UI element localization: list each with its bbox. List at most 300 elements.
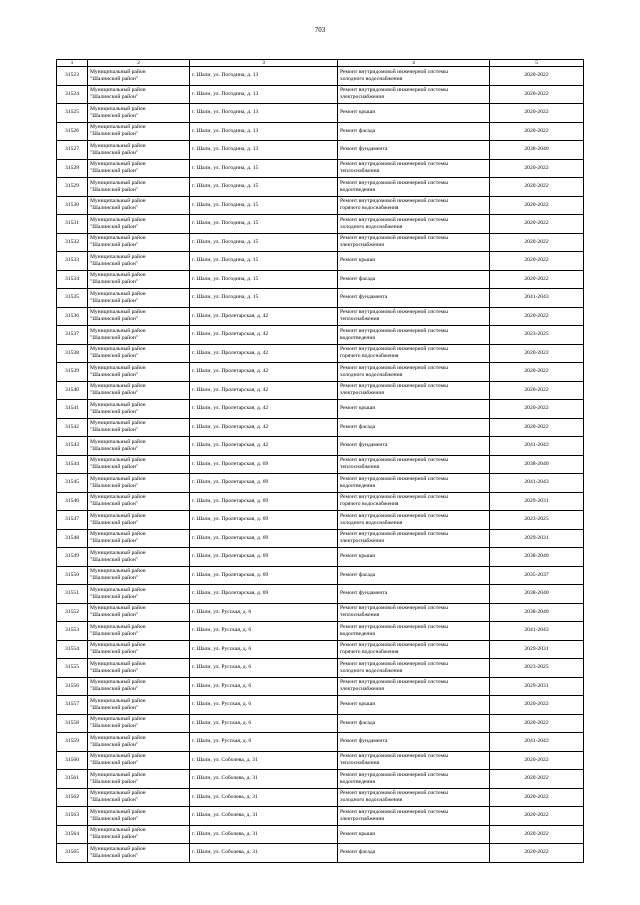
work-type-cell — [338, 215, 490, 234]
work-type-cell — [338, 807, 490, 826]
work-type-line-1: Ремонт внутридомовой инженерной системы — [340, 494, 448, 501]
table-row — [57, 455, 584, 474]
work-type-line-1: Ремонт внутридомовой инженерной системы — [340, 216, 448, 223]
row-number-cell: 31542 — [57, 418, 88, 437]
row-number-cell: 31560 — [57, 751, 88, 770]
work-type-cell — [338, 825, 490, 844]
row-number-cell: 31539 — [57, 363, 88, 382]
work-type-cell — [338, 844, 490, 863]
address-cell: г. Шали, ул. Пролетарская, д. 69 — [190, 511, 338, 530]
work-type-cell — [338, 622, 490, 641]
municipality-line-1: Муниципальный район — [90, 290, 146, 297]
municipality-line-1: Муниципальный район — [90, 642, 146, 649]
work-type-line-2: холодного водоснабжения — [340, 371, 403, 378]
address-cell: г. Шали, ул. Соболева, д. 31 — [190, 751, 338, 770]
table-row — [57, 289, 584, 308]
table-row — [57, 418, 584, 437]
row-number-cell: 31554 — [57, 640, 88, 659]
row-number-cell: 31551 — [57, 585, 88, 604]
work-type-line-2: теплоснабжения — [340, 316, 380, 323]
work-type-cell — [338, 122, 490, 141]
work-type-line-1: Ремонт внутридомовой инженерной системы — [340, 87, 448, 94]
row-number-cell: 31561 — [57, 770, 88, 789]
period-cell: 2020-2022 — [490, 307, 584, 326]
work-type-cell — [338, 696, 490, 715]
work-type-line-2: горячего водоснабжения — [340, 649, 399, 656]
municipality-line-1: Муниципальный район — [90, 346, 146, 353]
work-type-line-1: Ремонт внутридомовой инженерной системы — [340, 642, 448, 649]
row-number-cell: 31546 — [57, 492, 88, 511]
municipality-line-2: "Шалинский район" — [90, 538, 139, 545]
municipality-line-1: Муниципальный район — [90, 716, 146, 723]
period-cell: 2038-2040 — [490, 585, 584, 604]
row-number-cell: 31535 — [57, 289, 88, 308]
work-type-cell — [338, 566, 490, 585]
municipality-line-1: Муниципальный район — [90, 586, 146, 593]
municipality-line-2: "Шалинский район" — [90, 445, 139, 452]
municipality-line-1: Муниципальный район — [90, 605, 146, 612]
work-type-cell — [338, 733, 490, 752]
table-row — [57, 677, 584, 696]
period-cell: 2020-2022 — [490, 844, 584, 863]
municipality-line-2: "Шалинский район" — [90, 464, 139, 471]
municipality-line-1: Муниципальный район — [90, 845, 146, 852]
municipality-line-2: "Шалинский район" — [90, 649, 139, 656]
work-type-cell — [338, 677, 490, 696]
period-cell: 2020-2022 — [490, 344, 584, 363]
table-row — [57, 529, 584, 548]
work-type-line-2: теплоснабжения — [340, 168, 380, 175]
municipality-line-1: Муниципальный район — [90, 808, 146, 815]
address-cell: г. Шали, ул. Соболева, д. 31 — [190, 844, 338, 863]
work-type-cell — [338, 141, 490, 160]
work-type-line-1: Ремонт внутридомовой инженерной системы — [340, 771, 448, 778]
work-type-line-1: Ремонт фасада — [340, 571, 376, 578]
table-row — [57, 233, 584, 252]
municipality-line-1: Муниципальный район — [90, 494, 146, 501]
work-type-line-2: водоотведения — [340, 778, 375, 785]
address-cell: г. Шали, ул. Соболева, д. 31 — [190, 825, 338, 844]
municipality-cell — [88, 289, 190, 308]
municipality-line-1: Муниципальный район — [90, 179, 146, 186]
work-type-cell — [338, 640, 490, 659]
row-number-cell: 31549 — [57, 548, 88, 567]
row-number-cell: 31523 — [57, 67, 88, 86]
table-row — [57, 215, 584, 234]
work-type-line-2: электроснабжения — [340, 815, 384, 822]
work-type-line-1: Ремонт внутридомовой инженерной системы — [340, 660, 448, 667]
row-number-cell: 31529 — [57, 178, 88, 197]
municipality-cell — [88, 566, 190, 585]
address-cell: г. Шали, ул. Погодина, д. 15 — [190, 159, 338, 178]
column-header-2: 2 — [88, 60, 190, 67]
row-number-cell: 31562 — [57, 788, 88, 807]
work-type-line-1: Ремонт внутридомовой инженерной системы — [340, 475, 448, 482]
table-row — [57, 807, 584, 826]
address-cell: г. Шали, ул. Русская, д. 6 — [190, 677, 338, 696]
municipality-cell — [88, 215, 190, 234]
municipality-line-1: Муниципальный район — [90, 753, 146, 760]
row-number-cell: 31530 — [57, 196, 88, 215]
work-type-line-1: Ремонт внутридомовой инженерной системы — [340, 364, 448, 371]
period-cell: 2020-2022 — [490, 825, 584, 844]
address-cell: г. Шали, ул. Пролетарская, д. 42 — [190, 418, 338, 437]
work-type-line-2: водоотведения — [340, 334, 375, 341]
row-number-cell: 31550 — [57, 566, 88, 585]
municipality-cell — [88, 474, 190, 493]
municipality-line-1: Муниципальный район — [90, 549, 146, 556]
municipality-cell — [88, 196, 190, 215]
period-cell: 2020-2022 — [490, 788, 584, 807]
municipality-line-2: "Шалинский район" — [90, 149, 139, 156]
work-type-cell — [338, 289, 490, 308]
municipality-cell — [88, 400, 190, 419]
table-row — [57, 659, 584, 678]
work-type-line-2: электроснабжения — [340, 538, 384, 545]
work-type-line-1: Ремонт крыши — [340, 405, 376, 412]
address-cell: г. Шали, ул. Пролетарская, д. 69 — [190, 492, 338, 511]
address-cell: г. Шали, ул. Погодина, д. 15 — [190, 252, 338, 271]
municipality-line-1: Муниципальный район — [90, 531, 146, 538]
work-type-cell — [338, 548, 490, 567]
municipality-cell — [88, 511, 190, 530]
work-type-cell — [338, 252, 490, 271]
period-cell: 2038-2040 — [490, 455, 584, 474]
table-row — [57, 733, 584, 752]
address-cell: г. Шали, ул. Пролетарская, д. 42 — [190, 437, 338, 456]
work-type-cell — [338, 307, 490, 326]
address-cell: г. Шали, ул. Пролетарская, д. 42 — [190, 307, 338, 326]
work-type-cell — [338, 511, 490, 530]
work-type-cell — [338, 714, 490, 733]
work-type-line-1: Ремонт внутридомовой инженерной системы — [340, 605, 448, 612]
table-row — [57, 437, 584, 456]
address-cell: г. Шали, ул. Погодина, д. 13 — [190, 141, 338, 160]
work-type-line-1: Ремонт внутридомовой инженерной системы — [340, 457, 448, 464]
column-header-5: 5 — [490, 60, 584, 67]
work-type-line-1: Ремонт фундамента — [340, 442, 388, 449]
municipality-line-2: "Шалинский район" — [90, 297, 139, 304]
row-number-cell: 31527 — [57, 141, 88, 160]
municipality-line-1: Муниципальный район — [90, 142, 146, 149]
municipality-cell — [88, 844, 190, 863]
municipality-line-2: "Шалинский район" — [90, 667, 139, 674]
table-row — [57, 381, 584, 400]
address-cell: г. Шали, ул. Погодина, д. 13 — [190, 85, 338, 104]
work-type-line-2: холодного водоснабжения — [340, 519, 403, 526]
work-type-line-1: Ремонт внутридомовой инженерной системы — [340, 68, 448, 75]
work-type-line-1: Ремонт внутридомовой инженерной системы — [340, 679, 448, 686]
address-cell: г. Шали, ул. Погодина, д. 15 — [190, 270, 338, 289]
period-cell: 2020-2022 — [490, 233, 584, 252]
address-cell: г. Шали, ул. Пролетарская, д. 69 — [190, 474, 338, 493]
municipality-line-1: Муниципальный район — [90, 68, 146, 75]
municipality-line-2: "Шалинский район" — [90, 556, 139, 563]
work-type-cell — [338, 233, 490, 252]
table-row — [57, 252, 584, 271]
municipality-cell — [88, 825, 190, 844]
work-type-line-1: Ремонт крыши — [340, 553, 376, 560]
work-type-line-1: Ремонт фундамента — [340, 146, 388, 153]
work-type-cell — [338, 363, 490, 382]
period-cell: 2020-2022 — [490, 363, 584, 382]
table-row — [57, 788, 584, 807]
period-cell: 2020-2022 — [490, 252, 584, 271]
address-cell: г. Шали, ул. Пролетарская, д. 42 — [190, 400, 338, 419]
period-cell: 2041-2043 — [490, 289, 584, 308]
row-number-cell: 31558 — [57, 714, 88, 733]
work-type-cell — [338, 344, 490, 363]
work-type-line-1: Ремонт внутридомовой инженерной системы — [340, 161, 448, 168]
address-cell: г. Шали, ул. Русская, д. 6 — [190, 696, 338, 715]
municipality-line-1: Муниципальный район — [90, 235, 146, 242]
row-number-cell: 31524 — [57, 85, 88, 104]
row-number-cell: 31564 — [57, 825, 88, 844]
period-cell: 2041-2043 — [490, 474, 584, 493]
municipality-line-2: "Шалинский район" — [90, 279, 139, 286]
municipality-cell — [88, 122, 190, 141]
row-number-cell: 31563 — [57, 807, 88, 826]
work-type-line-1: Ремонт крыши — [340, 830, 376, 837]
table-row — [57, 307, 584, 326]
period-cell: 2035-2037 — [490, 566, 584, 585]
work-type-cell — [338, 585, 490, 604]
municipality-line-1: Муниципальный район — [90, 124, 146, 131]
municipality-line-2: "Шалинский район" — [90, 75, 139, 82]
work-type-line-1: Ремонт фасада — [340, 275, 376, 282]
period-cell: 2020-2022 — [490, 67, 584, 86]
municipality-cell — [88, 807, 190, 826]
municipality-line-2: "Шалинский район" — [90, 131, 139, 138]
address-cell: г. Шали, ул. Русская, д. 6 — [190, 640, 338, 659]
row-number-cell: 31565 — [57, 844, 88, 863]
municipality-line-1: Муниципальный район — [90, 383, 146, 390]
work-type-cell — [338, 270, 490, 289]
address-cell: г. Шали, ул. Русская, д. 6 — [190, 714, 338, 733]
row-number-cell: 31536 — [57, 307, 88, 326]
work-type-cell — [338, 400, 490, 419]
municipality-line-1: Муниципальный район — [90, 660, 146, 667]
period-cell: 2023-2025 — [490, 326, 584, 345]
table-row — [57, 104, 584, 123]
period-cell: 2020-2022 — [490, 122, 584, 141]
address-cell: г. Шали, ул. Погодина, д. 15 — [190, 289, 338, 308]
work-type-line-2: водоотведения — [340, 482, 375, 489]
municipality-line-2: "Шалинский район" — [90, 575, 139, 582]
work-type-line-1: Ремонт внутридомовой инженерной системы — [340, 198, 448, 205]
work-type-line-1: Ремонт внутридомовой инженерной системы — [340, 531, 448, 538]
municipality-line-1: Муниципальный район — [90, 512, 146, 519]
municipality-line-2: "Шалинский район" — [90, 186, 139, 193]
address-cell: г. Шали, ул. Погодина, д. 13 — [190, 122, 338, 141]
municipality-cell — [88, 270, 190, 289]
municipality-line-2: "Шалинский район" — [90, 612, 139, 619]
municipality-line-2: "Шалинский район" — [90, 797, 139, 804]
municipality-cell — [88, 492, 190, 511]
work-type-line-2: водоотведения — [340, 186, 375, 193]
municipality-line-2: "Шалинский район" — [90, 353, 139, 360]
municipality-line-1: Муниципальный район — [90, 420, 146, 427]
address-cell: г. Шали, ул. Русская, д. 6 — [190, 733, 338, 752]
period-cell: 2020-2022 — [490, 770, 584, 789]
address-cell: г. Шали, ул. Пролетарская, д. 69 — [190, 566, 338, 585]
municipality-line-2: "Шалинский район" — [90, 112, 139, 119]
work-type-line-1: Ремонт крыши — [340, 109, 376, 116]
municipality-line-1: Муниципальный район — [90, 438, 146, 445]
municipality-cell — [88, 104, 190, 123]
address-cell: г. Шали, ул. Русская, д. 6 — [190, 659, 338, 678]
row-number-cell: 31534 — [57, 270, 88, 289]
row-number-cell: 31553 — [57, 622, 88, 641]
municipality-line-1: Муниципальный район — [90, 568, 146, 575]
work-type-cell — [338, 603, 490, 622]
municipality-cell — [88, 418, 190, 437]
address-cell: г. Шали, ул. Пролетарская, д. 42 — [190, 344, 338, 363]
municipality-cell — [88, 714, 190, 733]
period-cell: 2020-2022 — [490, 104, 584, 123]
municipality-line-1: Муниципальный район — [90, 401, 146, 408]
period-cell: 2029-2031 — [490, 640, 584, 659]
period-cell: 2038-2040 — [490, 548, 584, 567]
work-type-cell — [338, 788, 490, 807]
municipality-line-2: "Шалинский район" — [90, 408, 139, 415]
row-number-cell: 31556 — [57, 677, 88, 696]
table-row — [57, 566, 584, 585]
work-type-line-1: Ремонт фасада — [340, 423, 376, 430]
municipality-cell — [88, 381, 190, 400]
table-row — [57, 474, 584, 493]
municipality-line-1: Муниципальный район — [90, 272, 146, 279]
period-cell: 2023-2025 — [490, 511, 584, 530]
column-header-1: 1 — [57, 60, 88, 67]
work-type-line-1: Ремонт внутридомовой инженерной системы — [340, 512, 448, 519]
work-type-cell — [338, 326, 490, 345]
column-header-3: 3 — [190, 60, 338, 67]
municipality-line-2: "Шалинский район" — [90, 519, 139, 526]
municipality-cell — [88, 529, 190, 548]
work-type-cell — [338, 85, 490, 104]
table-row — [57, 492, 584, 511]
work-type-cell — [338, 104, 490, 123]
address-cell: г. Шали, ул. Погодина, д. 15 — [190, 215, 338, 234]
municipality-line-1: Муниципальный район — [90, 734, 146, 741]
municipality-cell — [88, 677, 190, 696]
municipality-line-2: "Шалинский район" — [90, 205, 139, 212]
address-cell: г. Шали, ул. Русская, д. 6 — [190, 622, 338, 641]
municipality-cell — [88, 751, 190, 770]
work-type-cell — [338, 770, 490, 789]
municipality-line-1: Муниципальный район — [90, 679, 146, 686]
row-number-cell: 31540 — [57, 381, 88, 400]
period-cell: 2038-2040 — [490, 603, 584, 622]
municipality-line-2: "Шалинский район" — [90, 630, 139, 637]
period-cell: 2041-2043 — [490, 622, 584, 641]
address-cell: г. Шали, ул. Соболева, д. 31 — [190, 788, 338, 807]
row-number-cell: 31533 — [57, 252, 88, 271]
municipality-line-2: "Шалинский район" — [90, 94, 139, 101]
municipality-cell — [88, 696, 190, 715]
municipality-cell — [88, 640, 190, 659]
table-row — [57, 122, 584, 141]
municipality-line-2: "Шалинский район" — [90, 686, 139, 693]
municipality-line-2: "Шалинский район" — [90, 482, 139, 489]
municipality-cell — [88, 85, 190, 104]
table-row — [57, 344, 584, 363]
municipality-line-2: "Шалинский район" — [90, 741, 139, 748]
address-cell: г. Шали, ул. Погодина, д. 13 — [190, 67, 338, 86]
municipality-cell — [88, 603, 190, 622]
municipality-cell — [88, 733, 190, 752]
work-type-cell — [338, 67, 490, 86]
work-type-cell — [338, 751, 490, 770]
table-body — [57, 67, 584, 863]
table-row — [57, 67, 584, 86]
municipality-line-2: "Шалинский район" — [90, 390, 139, 397]
work-type-line-1: Ремонт внутридомовой инженерной системы — [340, 808, 448, 815]
row-number-cell: 31559 — [57, 733, 88, 752]
row-number-cell: 31552 — [57, 603, 88, 622]
period-cell: 2041-2043 — [490, 733, 584, 752]
municipality-line-1: Муниципальный район — [90, 198, 146, 205]
table-row — [57, 326, 584, 345]
municipality-line-2: "Шалинский район" — [90, 501, 139, 508]
period-cell: 2020-2022 — [490, 85, 584, 104]
period-cell: 2020-2022 — [490, 178, 584, 197]
address-cell: г. Шали, ул. Пролетарская, д. 69 — [190, 585, 338, 604]
municipality-cell — [88, 437, 190, 456]
period-cell: 2029-2031 — [490, 492, 584, 511]
table-row — [57, 548, 584, 567]
work-type-line-1: Ремонт внутридомовой инженерной системы — [340, 309, 448, 316]
municipality-cell — [88, 252, 190, 271]
municipality-line-1: Муниципальный район — [90, 87, 146, 94]
work-type-line-2: электроснабжения — [340, 242, 384, 249]
period-cell: 2020-2022 — [490, 400, 584, 419]
work-type-cell — [338, 659, 490, 678]
row-number-cell: 31537 — [57, 326, 88, 345]
table-row — [57, 511, 584, 530]
work-type-line-1: Ремонт внутридомовой инженерной системы — [340, 235, 448, 242]
work-type-line-1: Ремонт крыши — [340, 257, 376, 264]
municipality-line-2: "Шалинский район" — [90, 371, 139, 378]
work-type-cell — [338, 437, 490, 456]
table-row — [57, 770, 584, 789]
period-cell: 2020-2022 — [490, 418, 584, 437]
municipality-cell — [88, 622, 190, 641]
municipality-cell — [88, 659, 190, 678]
work-type-cell — [338, 178, 490, 197]
work-type-line-2: холодного водоснабжения — [340, 797, 403, 804]
municipality-cell — [88, 585, 190, 604]
municipality-line-1: Муниципальный район — [90, 161, 146, 168]
row-number-cell: 31543 — [57, 437, 88, 456]
address-cell: г. Шали, ул. Погодина, д. 13 — [190, 104, 338, 123]
repair-schedule-table — [56, 59, 584, 863]
work-type-cell — [338, 159, 490, 178]
work-type-line-1: Ремонт внутридомовой инженерной системы — [340, 790, 448, 797]
municipality-line-1: Муниципальный район — [90, 364, 146, 371]
address-cell: г. Шали, ул. Пролетарская, д. 69 — [190, 529, 338, 548]
work-type-line-2: теплоснабжения — [340, 464, 380, 471]
municipality-line-2: "Шалинский район" — [90, 260, 139, 267]
period-cell: 2023-2025 — [490, 659, 584, 678]
address-cell: г. Шали, ул. Пролетарская, д. 69 — [190, 548, 338, 567]
work-type-cell — [338, 492, 490, 511]
table-row — [57, 178, 584, 197]
table-row — [57, 751, 584, 770]
address-cell: г. Шали, ул. Погодина, д. 15 — [190, 196, 338, 215]
work-type-cell — [338, 381, 490, 400]
